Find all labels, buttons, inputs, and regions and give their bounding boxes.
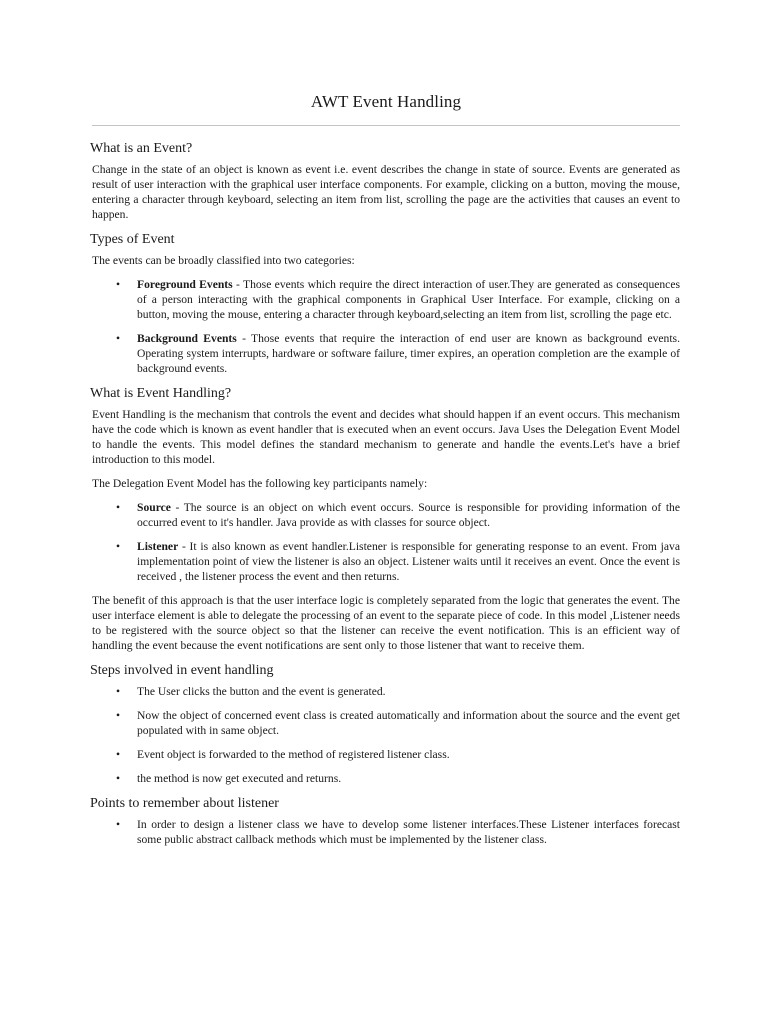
list-item bbox=[92, 817, 680, 847]
step-text: Now the object of concerned event class is created automatically and information about the source and the event get populated with in same object. bbox=[137, 709, 680, 737]
paragraph-types-intro: The events can be broadly classified into two categories: bbox=[92, 254, 355, 267]
term-description: - It is also known as event handler.Listener is responsible for generating response to an event. From java implementation point of view the listener is also an object. Listener waits until it receives an event. Once the event is received , the listener process the event and then returns. bbox=[137, 540, 680, 583]
list-item bbox=[92, 539, 680, 584]
page-title: AWT Event Handling bbox=[310, 92, 462, 111]
paragraph-delegation-intro: The Delegation Event Model has the following key participants namely: bbox=[92, 477, 428, 490]
step-text: The User clicks the button and the event is generated. bbox=[137, 685, 386, 698]
heading-steps: Steps involved in event handling bbox=[90, 663, 274, 678]
point-text: In order to design a listener class we have to develop some listener interfaces.These Listener interfaces forecast some public abstract callback methods which must be implemented by the listener class. bbox=[137, 818, 680, 846]
list-points bbox=[92, 817, 680, 847]
heading-points: Points to remember about listener bbox=[90, 796, 279, 811]
bullet-icon: • bbox=[116, 709, 121, 722]
bullet-icon: • bbox=[116, 278, 121, 291]
list-item bbox=[92, 331, 680, 376]
bullet-icon: • bbox=[116, 772, 121, 785]
term-source: Source bbox=[137, 501, 171, 514]
term-foreground: Foreground Events bbox=[137, 278, 233, 291]
list-item bbox=[92, 684, 680, 699]
term-description: - Those events which require the direct interaction of user.They are generated as consequences of a person interacting with the graphical components in Graphical User Interface. For example, clicking on a button, moving the mouse, entering a character through keyboard,selecting an item from list, scrolling the page etc. bbox=[137, 278, 680, 321]
paragraph-event-handling: Event Handling is the mechanism that controls the event and decides what should happen if an event occurs. This mechanism have the code which is known as event handler that is executed when an event occurs. Java Uses the Delegation Event Model to handle the events. This model defines the standard mechanism to generate and handle the events.Let's have a brief introduction to this model. bbox=[92, 408, 680, 466]
term-description: - The source is an object on which event occurs. Source is responsible for providing information of the occurred event to it's handler. Java provide as with classes for source object. bbox=[137, 501, 680, 529]
title-divider bbox=[92, 125, 680, 126]
list-steps bbox=[92, 684, 680, 786]
heading-what-is-event: What is an Event? bbox=[90, 141, 193, 156]
step-text: the method is now get executed and returns. bbox=[137, 772, 342, 785]
list-item bbox=[92, 708, 680, 738]
paragraph-benefit: The benefit of this approach is that the user interface logic is completely separated from the logic that generates the event. The user interface element is able to delegate the processing of an event to the separate piece of code. In this model ,Listener needs to be registered with the source object so that the listener can receive the event notification. This is an efficient way of handling the event because the event notifications are sent only to those listener that want to receive them. bbox=[92, 594, 680, 652]
list-item bbox=[92, 500, 680, 530]
heading-event-handling: What is Event Handling? bbox=[90, 386, 232, 401]
bullet-icon: • bbox=[116, 332, 121, 345]
term-listener: Listener bbox=[137, 540, 179, 553]
bullet-icon: • bbox=[116, 818, 121, 831]
list-item bbox=[92, 747, 680, 762]
list-event-types bbox=[92, 277, 680, 376]
step-text: Event object is forwarded to the method of registered listener class. bbox=[137, 748, 450, 761]
bullet-icon: • bbox=[116, 685, 121, 698]
bullet-icon: • bbox=[116, 501, 121, 514]
term-description: - Those events that require the interaction of end user are known as background events. Operating system interrupts, hardware or software failure, timer expires, an operation completion are the example of background events. bbox=[137, 332, 680, 375]
heading-types-of-event: Types of Event bbox=[90, 232, 175, 247]
term-background: Background Events bbox=[137, 332, 237, 345]
bullet-icon: • bbox=[116, 540, 121, 553]
list-item bbox=[92, 771, 680, 786]
list-item bbox=[92, 277, 680, 322]
paragraph-what-is-event: Change in the state of an object is known as event i.e. event describes the change in state of source. Events are generated as result of user interaction with the graphical user interface components. For example, clicking on a button, moving the mouse, entering a character through keyboard, selecting an item from list, scrolling the page are the activities that causes an event to happen. bbox=[92, 163, 680, 221]
bullet-icon: • bbox=[116, 748, 121, 761]
list-participants bbox=[92, 500, 680, 584]
